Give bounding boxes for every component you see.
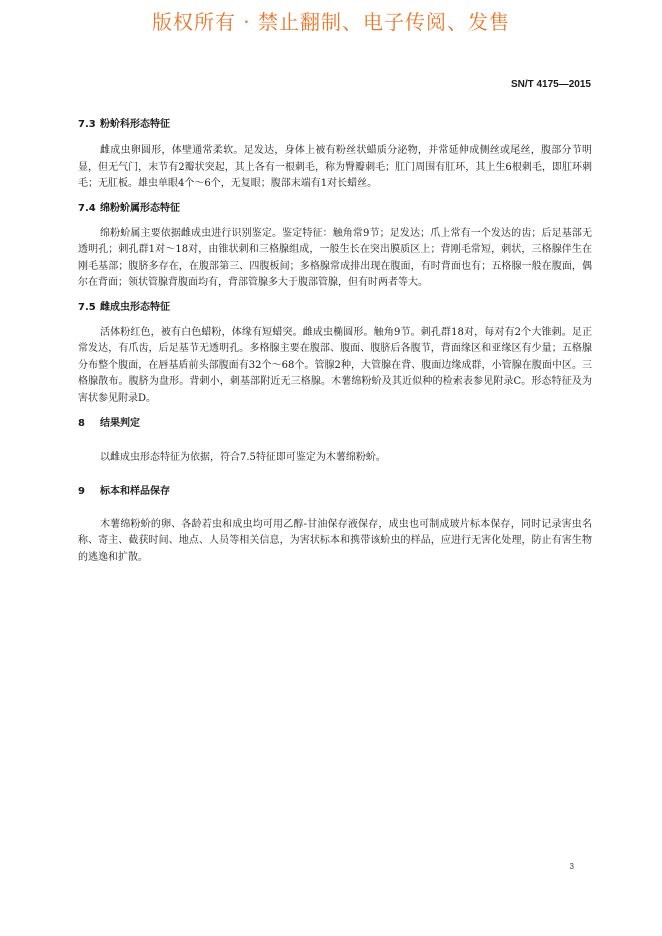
section-heading-7-5 [78,301,592,315]
section-heading-7-3 [78,118,592,132]
section-title: 粉蚧科形态特征 [100,119,170,130]
document-body [78,118,592,566]
section-title: 结果判定 [100,418,140,429]
section-number: 7.5 [78,301,96,313]
section-title: 标本和样品保存 [100,485,170,497]
section-number: 7.3 [78,119,96,130]
section-paragraph: 绵粉蚧属主要依据雌成虫进行识别鉴定。鉴定特征：触角常9节；足发达；爪上常有一个发达的齿；后足基部无透明孔；刺孔群1对～18对，由锥状刺和三格腺组成，一般生长在突出膜质区上；背刚毛常短，刺状，三格腺伴生在刚毛基部；腹脐多存在，在腹部第三、四腹板间；多格腺常成排出现在腹面，有时背面也有；五格腺一般在腹面，偶尔在背面；领状管腺背腹面均有，背部管腺多大于腹部管腺，但有时两者等大。 [78,227,592,288]
section-paragraph: 木薯绵粉蚧的卵、各龄若虫和成虫均可用乙醇-甘油保存液保存，成虫也可制成玻片标本保存，同时记录害虫名称、寄主、截获时间、地点、人员等相关信息，为害状标本和携带该蚧虫的样品，应进行无害化处理，防止有害生物的逃逸和扩散。 [78,518,592,563]
section-title: 绵粉蚧属形态特征 [100,202,180,214]
section-heading-7-4 [78,202,592,216]
page-number: 3 [569,862,574,871]
section-heading-8 [78,417,592,431]
standard-code: SN/T 4175—2015 [510,79,591,90]
section-heading-9 [78,485,592,499]
section-number: 7.4 [78,202,96,214]
section-paragraph: 雌成虫卵圆形，体壁通常柔软。足发达，身体上被有粉丝状蜡质分泌物，并常延伸成侧丝或尾丝，腹部分节明显，但无气门，末节有2瓣状突起，其上各有一根刺毛，称为臀瓣刺毛；肛门周围有肛环，其上生6根刺毛，即肛环刺毛；无肛板。雄虫单眼4个～6个，无复眼；腹部末端有1对长蜡丝。 [78,145,592,189]
section-number: 8 [78,418,85,429]
watermark: 版权所有 · 禁止翻制、电子传阅、发售 [151,10,511,34]
section-number: 9 [78,485,85,497]
section-paragraph: 以雌成虫形态特征为依据，符合7.5特征即可鉴定为木薯绵粉蚧。 [100,452,386,463]
section-paragraph: 活体粉红色，被有白色蜡粉，体缘有短蜡突。雌成虫椭圆形。触角9节。刺孔群18对，每对有2个大锥刺。足正常发达，有爪齿，后足基节无透明孔。多格腺主要在腹部、腹面、腹脐后各腹节，背面缘区和亚缘区有少量；五格腺分布整个腹面，在唇基盾前头部腹面有32个～68个。管腺2种，大管腺在背、腹面边缘成群，小管腺在腹面中区。三格腺散布。腹脐为盘形。背刺小，刺基部附近无三格腺。木薯绵粉蚧及其近似种的检索表参见附录C。形态特征及为害状参见附录D。 [78,326,592,404]
section-title: 雌成虫形态特征 [100,301,170,313]
